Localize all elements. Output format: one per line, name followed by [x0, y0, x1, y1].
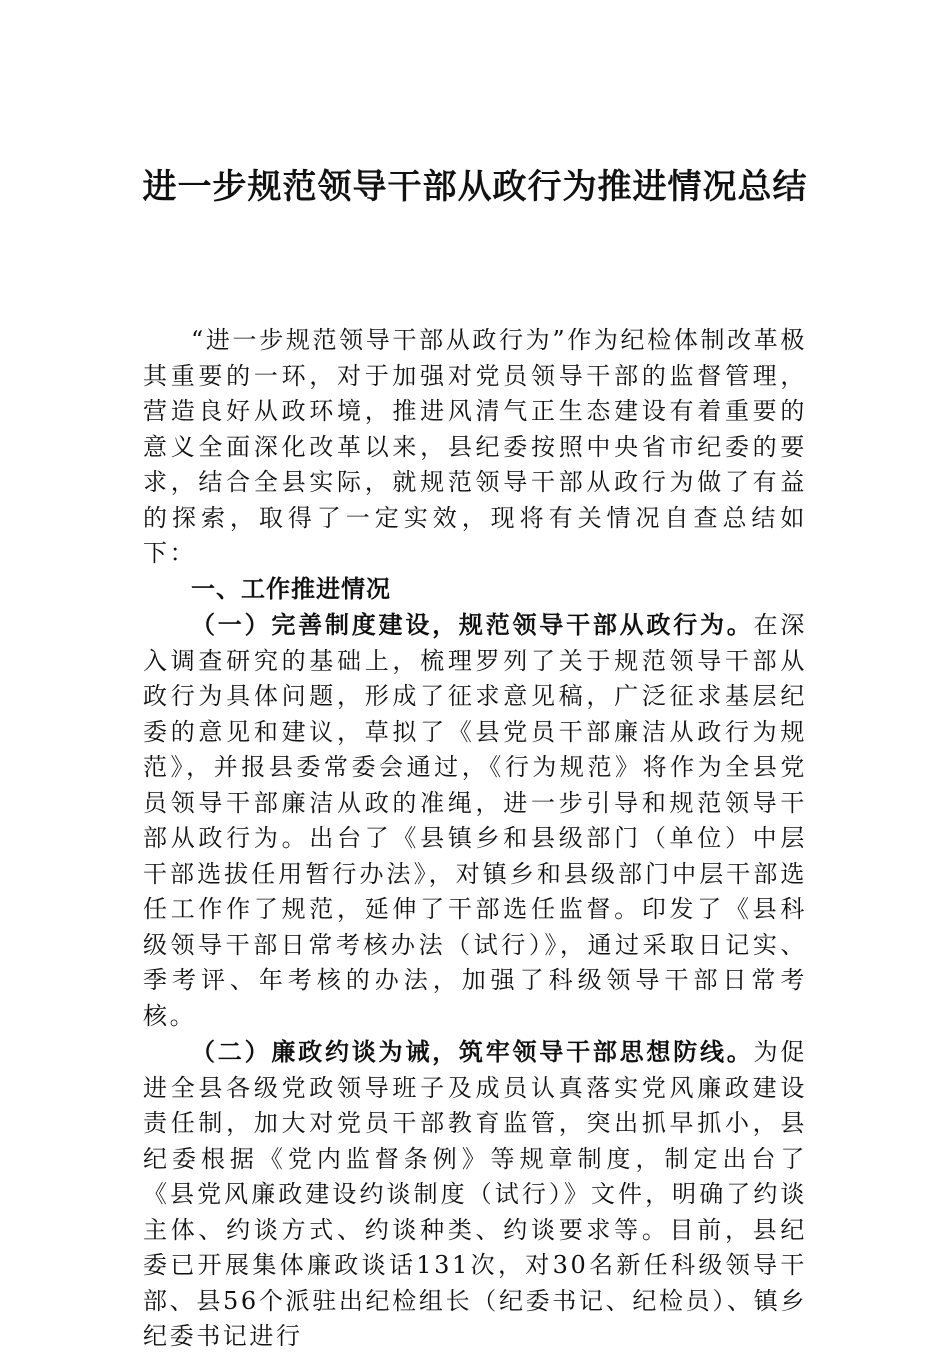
document-title: 进一步规范领导干部从政行为推进情况总结	[142, 167, 808, 207]
item-2-lead: （二）廉政约谈为诫，筑牢领导干部思想防线。	[191, 1037, 754, 1066]
item-1-lead: （一）完善制度建设，规范领导干部从政行为。	[191, 610, 754, 639]
paragraph-item-1	[143, 607, 807, 1034]
intro-paragraph: “进一步规范领导干部从政行为”作为纪检体制改革极其重要的一环，对于加强对党员领导干部的监督管理，营造良好从政环境，推进风清气正生态建设有着重要的意义全面深化改革以来，县纪委按照中央省市纪委的要求，结合全县实际，就规范领导干部从政行为做了有益的探索，取得了一定实效，现将有关情况自查总结如下：	[143, 326, 807, 567]
document-body	[143, 323, 807, 1355]
paragraph-item-2	[143, 1034, 807, 1355]
item-2-text: 为促进全县各级党政领导班子及成员认真落实党风廉政建设责任制，加大对党员干部教育监管，突出抓早抓小，县纪委根据《党内监督条例》等规章制度，制定出台了《县党风廉政建设约谈制度（试行）》文件，明确了约谈主体、约谈方式、约谈种类、约谈要求等。目前，县纪委已开展集体廉政谈话131次，对30名新任科级领导干部、县56个派驻出纪检组长（纪委书记、纪检员）、镇乡纪委书记进行	[143, 1038, 807, 1350]
section-heading: 一、工作推进情况	[191, 574, 391, 603]
item-1-text: 在深入调查研究的基础上，梳理罗列了关于规范领导干部从政行为具体问题，形成了征求意见稿，广泛征求基层纪委的意见和建议，草拟了《县党员干部廉洁从政行为规范》，并报县委常委会通过，《行为规范》将作为全县党员领导干部廉洁从政的准绳，进一步引导和规范领导干部从政行为。出台了《县镇乡和县级部门（单位）中层干部选拔任用暂行办法》，对镇乡和县级部门中层干部选任工作作了规范，延伸了干部选任监督。印发了《县科级领导干部日常考核办法（试行）》，通过采取日记实、季考评、年考核的办法，加强了科级领导干部日常考核。	[143, 611, 807, 1030]
